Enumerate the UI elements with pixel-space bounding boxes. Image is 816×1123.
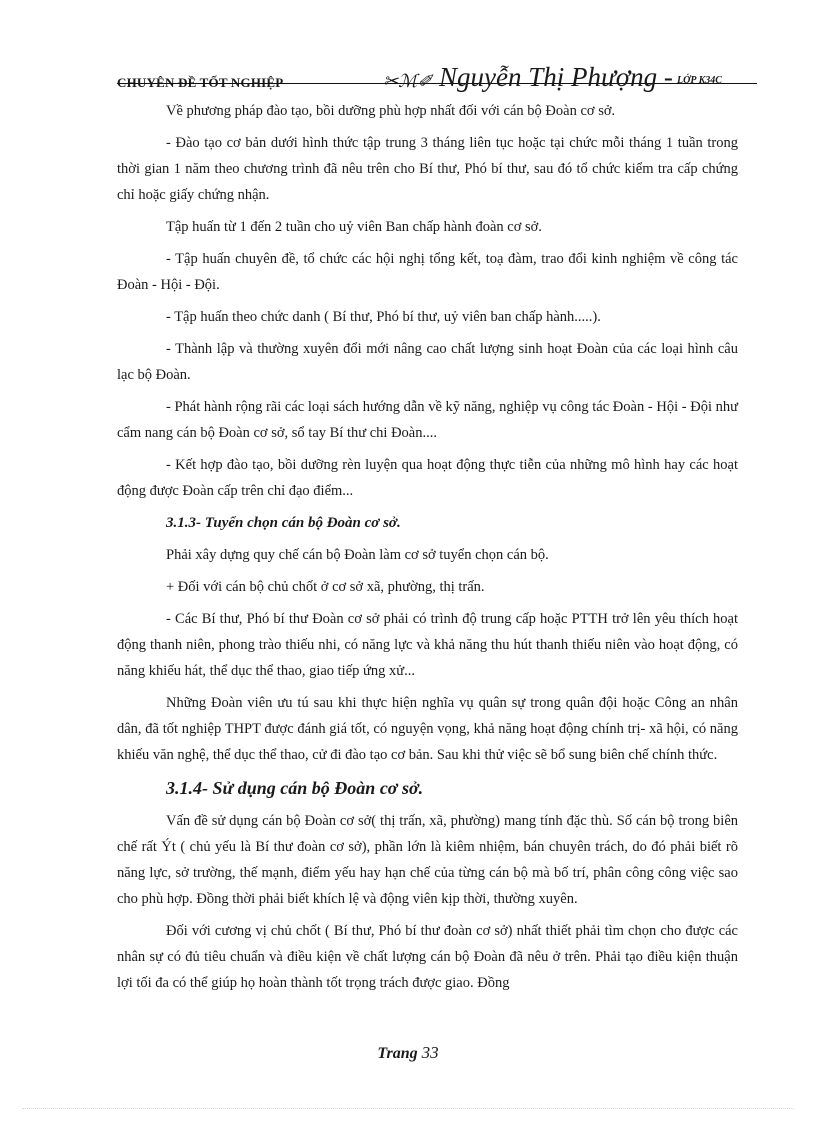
paragraph: - Tập huấn chuyên đề, tổ chức các hội nghị tổng kết, toạ đàm, trao đổi kinh nghiệm về công tác Đoàn - Hội - Đội. <box>117 251 738 293</box>
paragraph: Về phương pháp đào tạo, bồi dưỡng phù hợp nhất đối với cán bộ Đoàn cơ sở. <box>166 103 616 119</box>
paragraph: Vấn đề sử dụng cán bộ Đoàn cơ sở( thị trấn, xã, phường) mang tính đặc thù. Số cán bộ trong biên chế rất Ýt ( chủ yếu là Bí thư đoàn cơ sở), phần lớn là kiêm nhiệm, bán chuyên trách, do đó phải biết rõ năng lực, sở trường, thế mạnh, điểm yếu hay hạn chế của từng cán bộ mà bố trí, phân công công việc sao cho phù hợp. Đồng thời phải biết khích lệ và động viên kịp thời, thường xuyên. <box>117 813 738 907</box>
page-number: 33 <box>421 1043 439 1062</box>
paragraph: + Đối với cán bộ chủ chốt ở cơ sở xã, phường, thị trấn. <box>166 579 485 595</box>
paragraph: - Các Bí thư, Phó bí thư Đoàn cơ sở phải có trình độ trung cấp hoặc PTTH trở lên yêu thích hoạt động thanh niên, phong trào thiếu nhi, có năng lực và khả năng thu hút thanh thiếu niên vào hoạt động, có năng khiếu hát, thể dục thể thao, giao tiếp ứng xử... <box>117 611 738 679</box>
section-heading-3-1-3: 3.1.3- Tuyển chọn cán bộ Đoàn cơ sở. <box>166 515 401 531</box>
page-body <box>117 98 738 1002</box>
page-footer <box>0 1043 816 1063</box>
paragraph: Phải xây dựng quy chế cán bộ Đoàn làm cơ sở tuyển chọn cán bộ. <box>166 547 549 563</box>
header-ornament-icon: ✂ℳ✐ <box>383 71 433 91</box>
header-dash: - <box>657 62 673 92</box>
header-author <box>439 62 673 93</box>
paragraph: - Tập huấn theo chức danh ( Bí thư, Phó bí thư, uỷ viên ban chấp hành.....). <box>166 309 601 325</box>
header-title: CHUYÊN ĐỀ TỐT NGHIỆP <box>117 75 284 90</box>
paragraph: - Thành lập và thường xuyên đổi mới nâng cao chất lượng sinh hoạt Đoàn của các loại hình câu lạc bộ Đoàn. <box>117 341 738 383</box>
paragraph: Những Đoàn viên ưu tú sau khi thực hiện nghĩa vụ quân sự trong quân đội hoặc Công an nhân dân, đã tốt nghiệp THPT được đánh giá tốt, có nguyện vọng, khả năng hoạt động chính trị- xã hội, có năng khiếu văn nghệ, thể dục thể thao, cử đi đào tạo cơ bản. Sau khi thử việc sẽ bổ sung biên chế chính thức. <box>117 695 738 763</box>
paragraph: - Phát hành rộng rãi các loại sách hướng dẫn về kỹ năng, nghiệp vụ công tác Đoàn - Hội - Đội như cẩm nang cán bộ Đoàn cơ sở, sổ tay Bí thư chi Đoàn.... <box>117 399 738 441</box>
footer-label: Trang <box>377 1045 418 1062</box>
paragraph: - Kết hợp đào tạo, bồi dưỡng rèn luyện qua hoạt động thực tiễn của những mô hình hay các hoạt động được Đoàn cấp trên chỉ đạo điểm... <box>117 457 738 499</box>
page-header <box>117 62 757 96</box>
paragraph: - Đào tạo cơ bản dưới hình thức tập trung 3 tháng liên tục hoặc tại chức mỗi tháng 1 tuần trong thời gian 1 năm theo chương trình đã nêu trên cho Bí thư, Phó bí thư, sau đó tổ chức kiểm tra cấp chứng chỉ hoặc giấy chứng nhận. <box>117 135 738 203</box>
section-heading-3-1-4: 3.1.4- Sử dụng cán bộ Đoàn cơ sở. <box>166 778 424 798</box>
header-author-name: Nguyễn Thị Phượng <box>439 62 658 92</box>
header-class: LỚP K34C <box>677 75 722 86</box>
page-bottom-divider <box>22 1108 794 1109</box>
paragraph: Đối với cương vị chủ chốt ( Bí thư, Phó bí thư đoàn cơ sở) nhất thiết phải tìm chọn cho được các nhân sự có đủ tiêu chuẩn và điều kiện về chất lượng cán bộ Đoàn đã nêu ở trên. Phải tạo điều kiện thuận lợi tối đa có thể giúp họ hoàn thành tốt trọng trách được giao. Đồng <box>117 923 738 991</box>
paragraph: Tập huấn từ 1 đến 2 tuần cho uỷ viên Ban chấp hành đoàn cơ sở. <box>166 219 542 235</box>
